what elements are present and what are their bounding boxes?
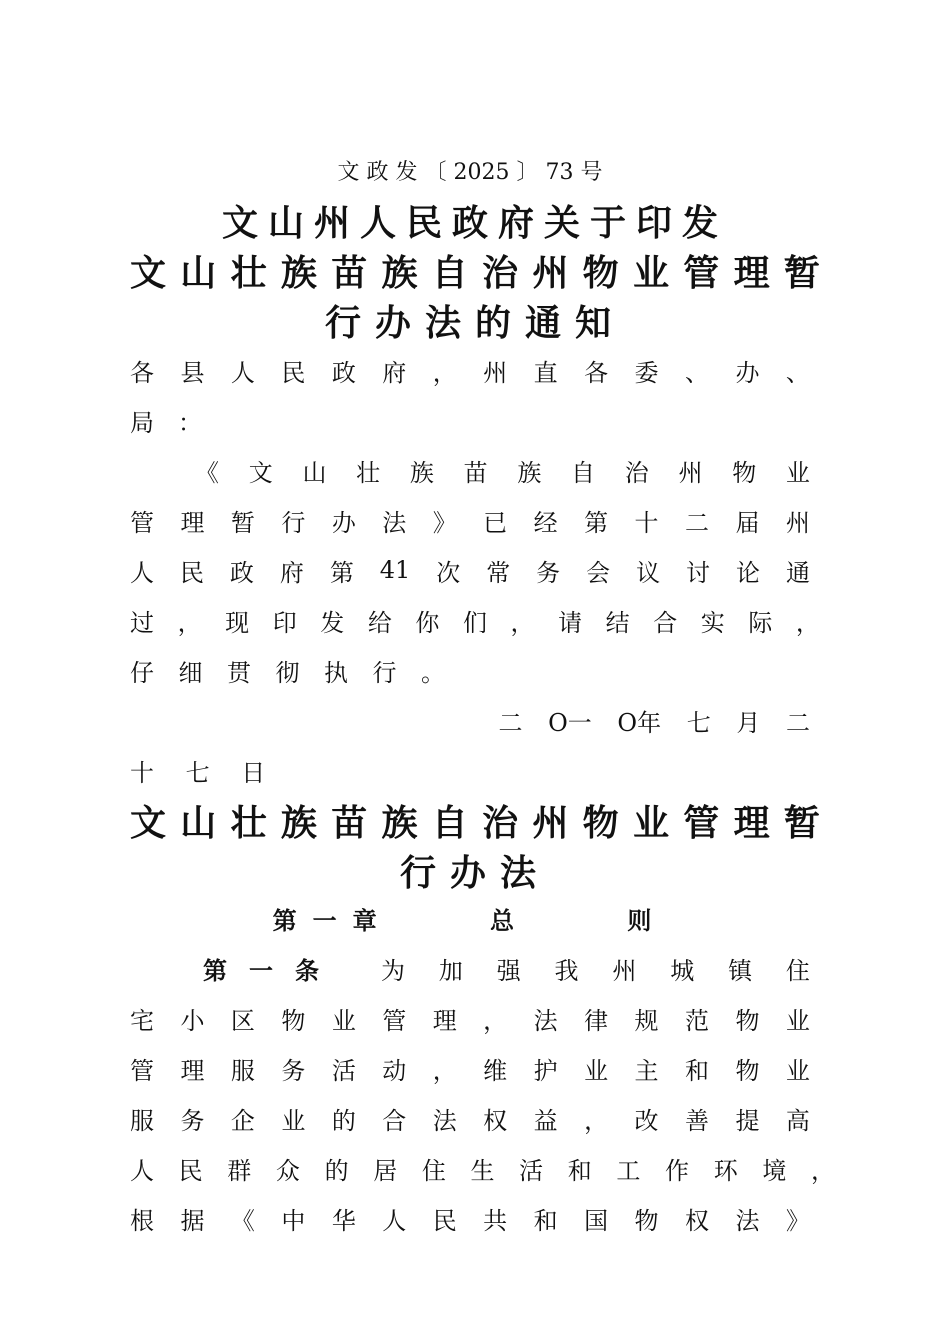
article-1-line-5: 人 民 群 众 的 居 住 生 活 和 工 作 环 境 ，: [130, 1156, 835, 1185]
article-1-line-2: 宅 小 区 物 业 管 理 ， 法 律 规 范 物 业: [130, 1006, 810, 1035]
date-line-1: 二 O一 O年 七 月 二: [498, 708, 810, 737]
body-line-3: 人 民 政 府 第 41 次 常 务 会 议 讨 论 通: [130, 556, 810, 587]
addressee-line-2: 局：: [130, 408, 226, 437]
measures-title-line-1: 文 山 壮 族 苗 族 自 治 州 物 业 管 理 暂: [130, 802, 820, 844]
article-1-line-1-text: 为 加 强 我 州 城 镇 住: [381, 956, 810, 985]
body-line-5: 仔 细 贯 彻 执 行 。: [130, 658, 445, 687]
body-line-4: 过 ， 现 印 发 给 你 们 ， 请 结 合 实 际 ，: [130, 608, 820, 637]
body-line-2: 管 理 暂 行 办 法 》 已 经 第 十 二 届 州: [130, 508, 810, 537]
date-line-2: 十 七 日: [130, 758, 266, 787]
addressee-line-1: 各 县 人 民 政 府 ， 州 直 各 委 、 办 、: [130, 358, 810, 387]
notice-title-line-1: 文山州人民政府关于印发: [221, 202, 728, 244]
article-1-line-1: [130, 948, 810, 988]
document-number: 文 政 发 〔 2025 〕 73 号: [337, 159, 603, 185]
article-1-line-6: 根 据 《 中 华 人 民 共 和 国 物 权 法 》: [130, 1206, 810, 1235]
article-1-line-4: 服 务 企 业 的 合 法 权 益 ， 改 善 提 高: [130, 1106, 810, 1135]
chapter-heading: 第一章 总 则: [272, 906, 668, 935]
article-1-line-3: 管 理 服 务 活 动 ， 维 护 业 主 和 物 业: [130, 1056, 810, 1085]
notice-title-line-3: 行办法的通知: [324, 302, 625, 344]
article-1-label: 第一条: [203, 956, 341, 985]
measures-title-line-2: 行办法: [400, 852, 551, 894]
notice-title-line-2: 文 山 壮 族 苗 族 自 治 州 物 业 管 理 暂: [130, 252, 820, 294]
body-line-1: 《 文 山 壮 族 苗 族 自 治 州 物 业: [195, 458, 810, 487]
